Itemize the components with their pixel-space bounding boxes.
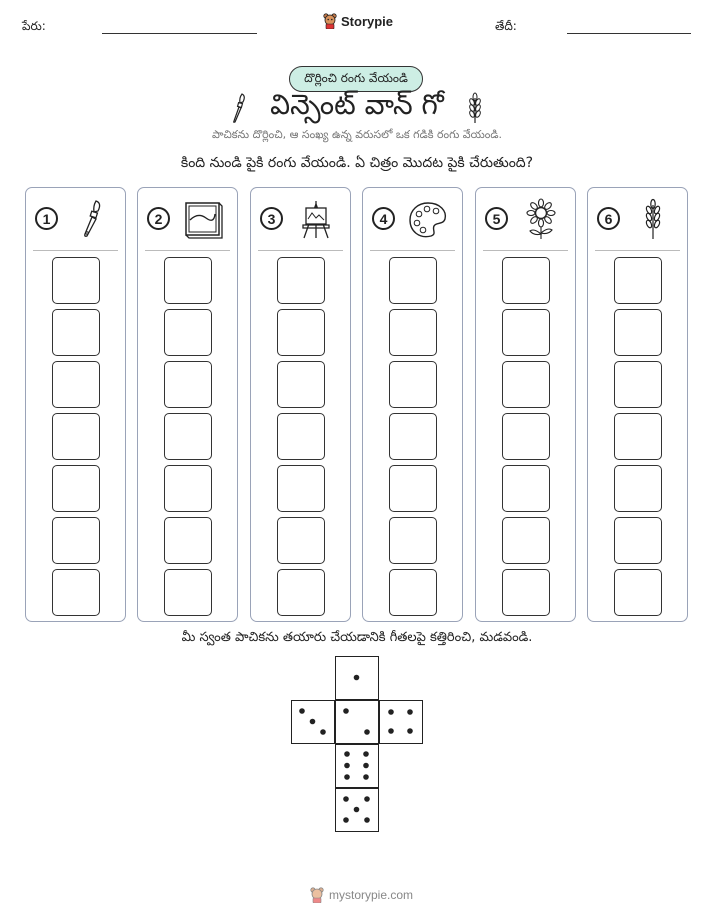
color-box[interactable]	[614, 257, 662, 304]
subtitle: పాచికను దొర్లించి, ఆ సంఖ్య ఉన్న వరుసలో ఒక గడికి రంగు వేయండి.	[212, 128, 502, 141]
color-box[interactable]	[389, 465, 437, 512]
paintbrush-icon	[70, 198, 112, 240]
color-box[interactable]	[389, 257, 437, 304]
page-title: విన్సెంట్ వాన్ గో	[270, 88, 444, 121]
date-line[interactable]	[567, 33, 691, 34]
palette-icon	[407, 198, 449, 240]
color-box[interactable]	[52, 413, 100, 460]
color-box[interactable]	[502, 569, 550, 616]
column-number: 1	[35, 207, 58, 230]
color-box[interactable]	[164, 413, 212, 460]
color-box[interactable]	[52, 309, 100, 356]
color-box[interactable]	[502, 257, 550, 304]
column-number: 6	[597, 207, 620, 230]
dice-face-4	[379, 700, 423, 744]
footer	[310, 887, 413, 903]
wheat-title-icon	[465, 92, 485, 124]
column-2	[137, 187, 238, 622]
brand-logo	[323, 13, 393, 29]
column-5	[475, 187, 576, 622]
color-box[interactable]	[52, 465, 100, 512]
color-box[interactable]	[389, 517, 437, 564]
color-box[interactable]	[502, 361, 550, 408]
color-box[interactable]	[277, 257, 325, 304]
color-box[interactable]	[614, 465, 662, 512]
date-label: తేదీ:	[495, 19, 517, 33]
bear-icon	[323, 13, 337, 29]
color-box[interactable]	[614, 309, 662, 356]
color-box[interactable]	[52, 361, 100, 408]
dice-face-3	[291, 700, 335, 744]
color-box[interactable]	[502, 465, 550, 512]
column-3	[250, 187, 351, 622]
color-box[interactable]	[502, 413, 550, 460]
color-box[interactable]	[614, 361, 662, 408]
color-box[interactable]	[502, 517, 550, 564]
column-number: 2	[147, 207, 170, 230]
column-4	[362, 187, 463, 622]
canvas-icon	[182, 198, 224, 240]
color-box[interactable]	[277, 361, 325, 408]
dice-face-1	[335, 656, 379, 700]
bear-icon	[310, 887, 324, 903]
color-box[interactable]	[614, 413, 662, 460]
color-box[interactable]	[389, 569, 437, 616]
column-6	[587, 187, 688, 622]
footer-url[interactable]: mystorypie.com	[329, 888, 414, 902]
color-box[interactable]	[52, 517, 100, 564]
color-box[interactable]	[164, 361, 212, 408]
color-box[interactable]	[502, 309, 550, 356]
brand-name: Storypie	[341, 13, 394, 29]
instruction-text: కింది నుండి పైకి రంగు వేయండి. ఏ చిత్రం మొదట పైకి చేరుతుంది?	[180, 155, 534, 171]
activity-badge: దొర్లించి రంగు వేయండి	[289, 66, 423, 92]
column-number: 3	[260, 207, 283, 230]
cut-instruction: మీ స్వంత పాచికను తయారు చేయడానికి గీతలపై కత్తిరించి, మడవండి.	[181, 630, 533, 645]
color-box[interactable]	[277, 413, 325, 460]
color-box[interactable]	[52, 257, 100, 304]
dice-face-6	[335, 744, 379, 788]
dice-face-5	[335, 788, 379, 832]
color-box[interactable]	[614, 569, 662, 616]
color-box[interactable]	[164, 465, 212, 512]
color-box[interactable]	[164, 569, 212, 616]
wheat-icon	[632, 198, 674, 240]
easel-icon	[295, 198, 337, 240]
color-box[interactable]	[277, 465, 325, 512]
color-box[interactable]	[164, 257, 212, 304]
color-box[interactable]	[614, 517, 662, 564]
sunflower-icon	[520, 198, 562, 240]
color-box[interactable]	[277, 517, 325, 564]
color-box[interactable]	[389, 413, 437, 460]
name-line[interactable]	[102, 33, 257, 34]
color-box[interactable]	[164, 309, 212, 356]
color-box[interactable]	[277, 309, 325, 356]
name-label: పేరు:	[22, 19, 46, 33]
color-box[interactable]	[277, 569, 325, 616]
color-box[interactable]	[389, 309, 437, 356]
color-box[interactable]	[164, 517, 212, 564]
column-1	[25, 187, 126, 622]
column-number: 5	[485, 207, 508, 230]
color-box[interactable]	[52, 569, 100, 616]
dice-face-2	[335, 700, 379, 744]
column-number: 4	[372, 207, 395, 230]
color-box[interactable]	[389, 361, 437, 408]
